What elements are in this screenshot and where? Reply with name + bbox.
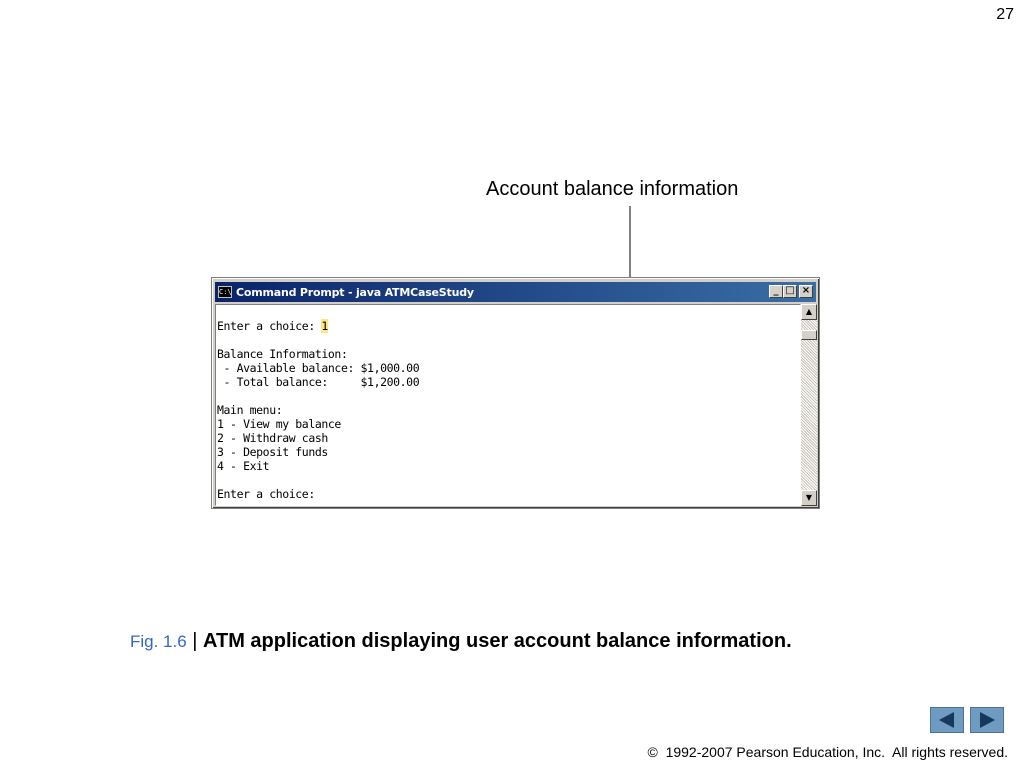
minimize-button[interactable]: _ [769,285,783,298]
figure-number: Fig. 1.6 [130,632,187,651]
menu-item-withdraw: 2 - Withdraw cash [217,431,328,445]
copyright-footer: © 1992-2007 Pearson Education, Inc. All rights reserved. [647,744,1008,760]
title-bar[interactable] [215,282,816,302]
vertical-scrollbar[interactable] [801,304,817,506]
previous-slide-button[interactable] [930,707,964,733]
triangle-left-icon [936,711,958,729]
balance-header: Balance Information: [217,347,348,361]
window-controls [769,285,813,298]
total-balance-line: - Total balance: $1,200.00 [217,375,420,389]
scroll-down-icon[interactable]: ▼ [801,490,817,506]
menu-item-view-balance: 1 - View my balance [217,417,341,431]
console-icon[interactable]: C:\ [219,288,232,296]
menu-item-exit: 4 - Exit [217,459,270,473]
caption-separator: | [186,630,204,652]
page-number: 27 [996,6,1014,23]
window-title: Command Prompt - java ATMCaseStudy [236,285,474,299]
slide-navigation [930,707,1010,733]
next-slide-button[interactable] [970,707,1004,733]
menu-item-deposit: 3 - Deposit funds [217,445,328,459]
console-output[interactable] [215,304,801,506]
scroll-up-icon[interactable]: ▲ [801,304,817,320]
maximize-button[interactable]: □ [783,285,797,298]
choice-prompt: Enter a choice: [217,319,322,333]
figure-caption [130,630,910,653]
close-button[interactable]: × [799,285,813,298]
scroll-thumb[interactable] [801,330,817,340]
main-menu-header: Main menu: [217,403,283,417]
triangle-right-icon [976,711,998,729]
available-balance-line: - Available balance: $1,000.00 [217,361,420,375]
callout-label: Account balance information [486,178,739,200]
caption-text: ATM application displaying user account balance information. [203,630,792,652]
command-prompt-window [211,277,820,509]
choice-prompt-current: Enter a choice: [217,487,315,501]
choice-value: 1 [321,319,328,333]
console-text [216,305,800,501]
